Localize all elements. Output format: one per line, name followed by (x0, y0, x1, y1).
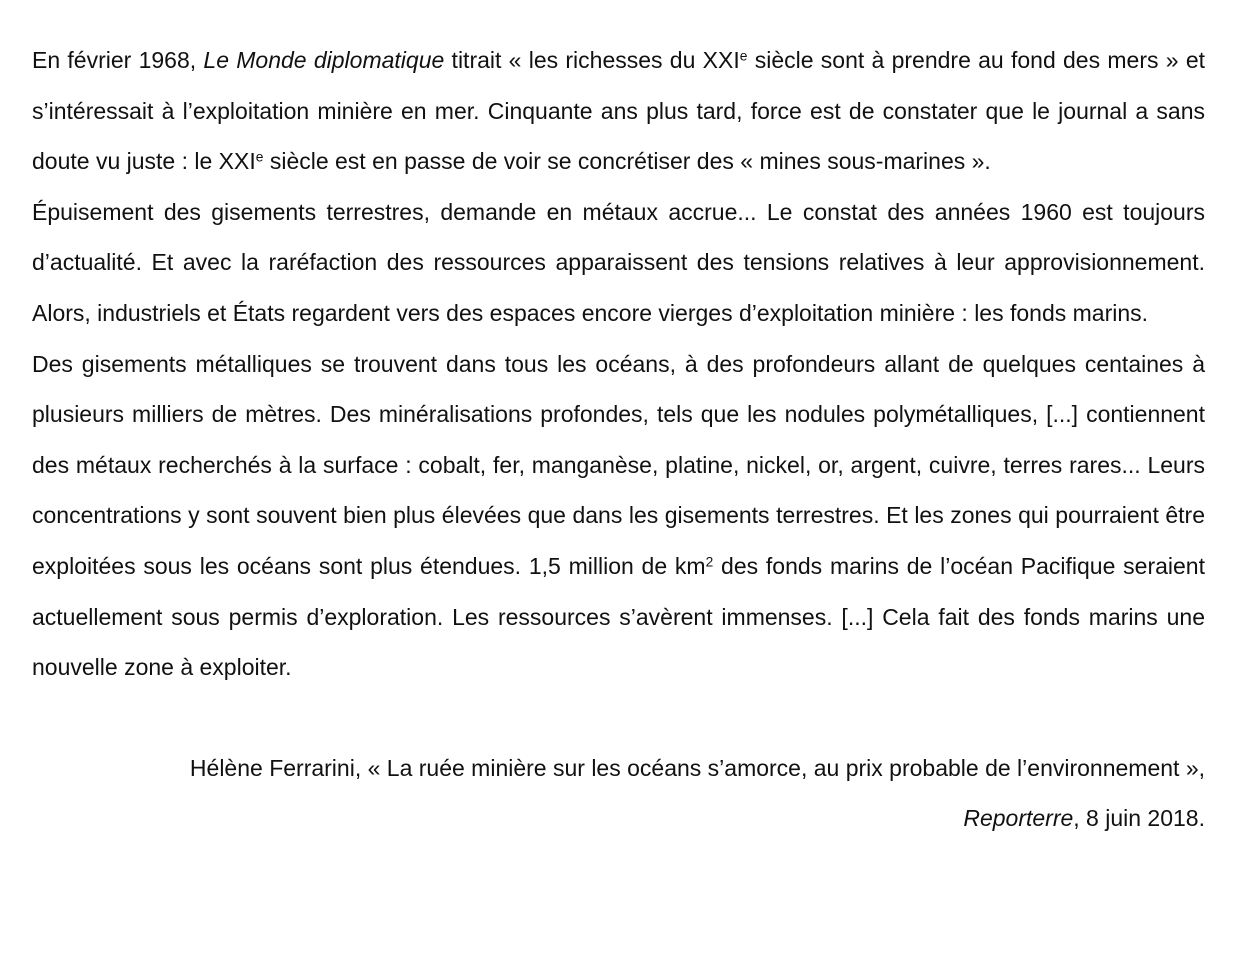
paragraph-3 (32, 339, 1205, 693)
superscript-e-2: e (255, 149, 264, 165)
citation-publication: Reporterre (963, 805, 1074, 832)
paragraph-3-text-b: des fonds marins de l’océan Pacifique seraient actuellement sous permis d’exploration. Les ressources s’avèrent immenses. [...] Cela fait des fonds marins une nouvelle zone à exploiter. (32, 552, 1205, 681)
paragraph-1-text-d: siècle sont à prendre au fond des mers » et s’intéressait à l’exploitation minière en mer. Cinquante ans plus tard, force est de constater que le journal a sans doute vu juste : le XXI (32, 47, 1205, 175)
paragraph-3-text-a: Des gisements métalliques se trouvent dans tous les océans, à des profondeurs allant de quelques centaines à plusieurs milliers de mètres. Des minéralisations profondes, tels que les nodules polymétalliques, [...] contiennent des métaux recherchés à la surface : cobalt, fer, manganèse, platine, nickel, or, argent, cuivre, terres rares... Leurs concentrations y sont souvent bien plus élevées que dans les gisements terrestres. Et les zones qui pourraient être exploitées sous les océans sont plus étendues. 1,5 million de km (32, 350, 1205, 579)
source-citation (32, 743, 1205, 844)
paragraph-1-text-c: titrait « les richesses du XXI (444, 47, 740, 73)
citation-author-title: Hélène Ferrarini, « La ruée minière sur les océans s’amorce, au prix probable de l’environnement », (189, 754, 1205, 781)
superscript-2: 2 (705, 554, 714, 570)
paragraph-1-text-a: En février 1968, (32, 47, 204, 73)
paragraph-2: Épuisement des gisements terrestres, demande en métaux accrue... Le constat des années 1960 est toujours d’actualité. Et avec la raréfaction des ressources apparaissent des tensions relatives à leur approvisionnement. Alors, industriels et États regardent vers des espaces encore vierges d’exploitation minière : les fonds marins. (32, 198, 1205, 326)
citation-date: , 8 juin 2018. (1073, 805, 1205, 832)
newspaper-title: Le Monde diplomatique (203, 47, 445, 73)
paragraph-1-text-e: siècle est en passe de voir se concrétiser des « mines sous-marines ». (263, 148, 991, 175)
citation-publication-line (32, 793, 1205, 844)
superscript-e-1: e (739, 48, 748, 64)
paragraph-1 (32, 35, 1205, 187)
